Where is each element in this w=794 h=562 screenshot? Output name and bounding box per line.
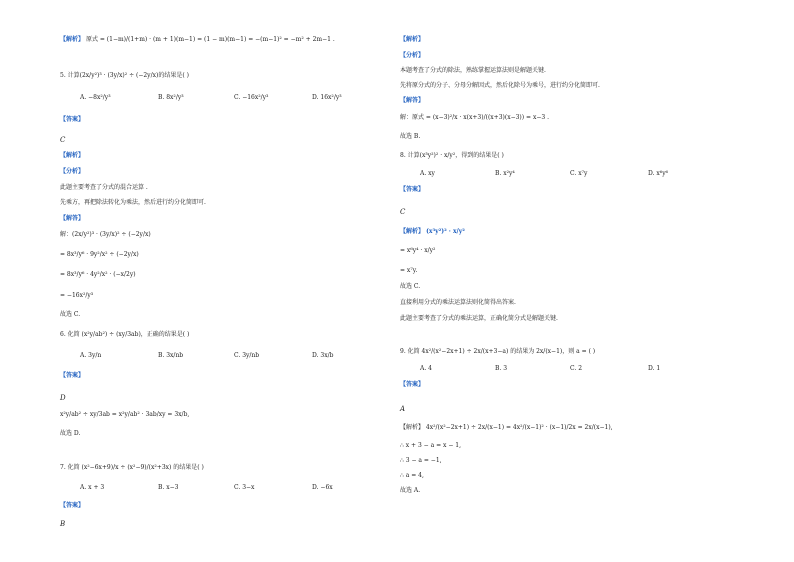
- q6-conclusion: 故选 D.: [60, 430, 81, 437]
- q7-option-b: B. x−3: [158, 484, 179, 491]
- q5-analysis-1: 此题主要考查了分式的混合运算 .: [60, 184, 148, 191]
- q5-step-4: = −16x²/y³: [60, 292, 94, 299]
- q7-analysis-1: 本题考查了分式的除法，熟练掌握运算法则是解题关键.: [400, 67, 546, 74]
- analysis-tag: 【解析】: [60, 152, 85, 159]
- question-9: 9. 化简 4x²/(x²−2x+1) ÷ 2x/(x+3−a) 的结果为 2x/(x−1)，则 a = ( ): [400, 348, 596, 355]
- analysis-line: [60, 36, 335, 44]
- q7-step-1: 解：原式 = (x−3)²/x · x(x+3)/((x+3)(x−3)) = x−3 .: [400, 114, 549, 121]
- q5-step-1: 解：(2x/y²)³ · (3y/x)² ÷ (−2y/x): [60, 231, 151, 238]
- question-7: 7. 化简 (x²−6x+9)/x ÷ (x²−9)/(x²+3x) 的结果是( ): [60, 464, 204, 471]
- q7-conclusion: 故选 B.: [400, 133, 421, 140]
- q6-option-c: C. 3y/nb: [234, 352, 260, 359]
- q6-option-a: A. 3y/n: [80, 352, 102, 359]
- q8-answer: C: [400, 208, 406, 216]
- q7-option-d: D. −6x: [312, 484, 333, 491]
- solution-tag: 【解答】: [400, 97, 425, 104]
- analysis-tag: 【解析】: [400, 36, 425, 43]
- question-6: 6. 化简 (x²y/ab²) ÷ (xy/3ab)，正确的结果是( ): [60, 331, 190, 338]
- q7-option-c: C. 3−x: [234, 484, 255, 491]
- q7-analysis-2: 先将原分式的分子、分母分解因式，然后化除号为乘号，进行约分化简即可.: [400, 82, 600, 89]
- q5-option-a: A. −8x²/y³: [80, 94, 111, 101]
- q8-step-1: [400, 228, 465, 236]
- answer-tag: 【答案】: [60, 116, 85, 123]
- answer-tag: 【答案】: [60, 372, 85, 379]
- q5-step-2: = 8x³/y⁶ · 9y²/x² ÷ (−2y/x): [60, 251, 139, 258]
- q6-option-d: D. 3x/b: [312, 352, 334, 359]
- question-5: 5. 计算(2x/y²)³ · (3y/x)² ÷ (−2y/x)的结果是( ): [60, 72, 189, 79]
- analysis-tag: 【解析】 (x³y²)² · x/y²: [400, 228, 465, 235]
- solution-tag: 【解答】: [60, 215, 85, 222]
- q8-conclusion: 故选 C.: [400, 283, 421, 290]
- q5-analysis-2: 先乘方，再把除法转化为乘法，然后进行约分化简即可.: [60, 199, 206, 206]
- left-column: [60, 0, 440, 562]
- q9-option-a: A. 4: [420, 365, 432, 372]
- q8-analysis-1: 直接利用分式的乘法运算法则化简得出答案.: [400, 299, 516, 306]
- q9-option-c: C. 2: [570, 365, 583, 372]
- q5-option-d: D. 16x²/y³: [312, 94, 342, 101]
- answer-tag: 【答案】: [400, 381, 425, 388]
- q5-step-3: = 8x³/y⁶ · 4y²/x² · (−x/2y): [60, 271, 136, 278]
- q9-step-3: ∴ 3 − a = −1,: [400, 457, 442, 464]
- q9-option-d: D. 1: [648, 365, 661, 372]
- answer-tag: 【答案】: [60, 502, 85, 509]
- q6-step-1: x²y/ab² ÷ xy/3ab = x²y/ab² · 3ab/xy = 3x/b,: [60, 411, 190, 418]
- q7-option-a: A. x + 3: [80, 484, 105, 491]
- q8-step-3: = x⁷y.: [400, 267, 418, 274]
- q5-answer: C: [60, 136, 66, 144]
- q6-answer: D: [60, 394, 66, 402]
- answer-tag: 【答案】: [400, 186, 425, 193]
- q6-option-b: B. 3x/nb: [158, 352, 184, 359]
- q9-option-b: B. 3: [495, 365, 508, 372]
- q9-step-2: ∴ x + 3 − a = x − 1,: [400, 442, 461, 449]
- analysis-text: 原式 = (1−m)/(1+m) · (m + 1)(m−1) = (1 − m)(m−1) = −(m−1)² = −m² + 2m−1 .: [85, 36, 335, 43]
- q8-option-b: B. x²y⁴: [495, 170, 515, 177]
- q9-answer: A: [400, 405, 406, 413]
- right-column: [400, 0, 780, 562]
- q8-option-c: C. x⁷y: [570, 170, 588, 177]
- q5-option-b: B. 8x²/y³: [158, 94, 184, 101]
- analysis-sub-tag: 【分析】: [60, 168, 85, 175]
- q8-analysis-2: 此题主要考查了分式的乘法运算，正确化简分式是解题关键.: [400, 315, 558, 322]
- q9-step-4: ∴ a = 4,: [400, 472, 424, 479]
- q8-option-d: D. x⁶y⁶: [648, 170, 668, 177]
- analysis-sub-tag: 【分析】: [400, 52, 425, 59]
- q9-conclusion: 故选 A.: [400, 487, 421, 494]
- q9-step-1: 【解析】 4x²/(x²−2x+1) ÷ 2x/(x−1) = 4x²/(x−1)² · (x−1)/2x = 2x/(x−1),: [400, 424, 613, 431]
- q5-option-c: C. −16x²/y³: [234, 94, 269, 101]
- q8-option-a: A. xy: [420, 170, 435, 177]
- q5-conclusion: 故选 C.: [60, 311, 81, 318]
- q8-step-2: = x⁶y⁴ · x/y²: [400, 247, 436, 254]
- q7-answer: B: [60, 520, 66, 528]
- question-8: 8. 计算(x³y²)² · x/y²，得到的结果是( ): [400, 152, 504, 159]
- analysis-tag: 【解析】: [60, 36, 85, 43]
